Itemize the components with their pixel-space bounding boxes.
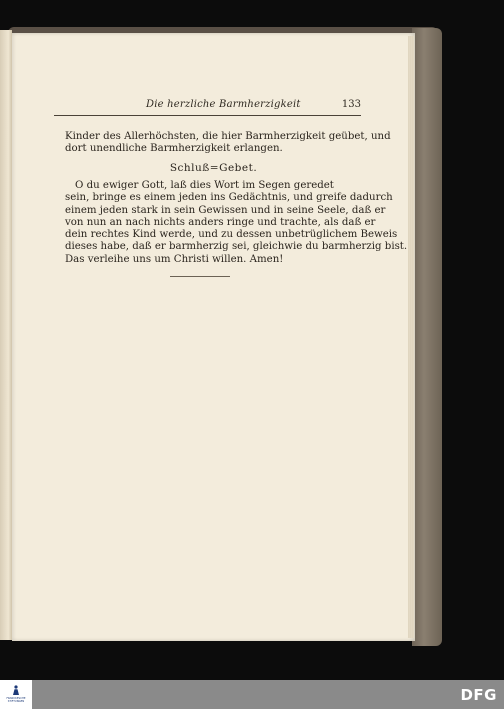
page-number: 133 <box>341 99 361 110</box>
text-line: dort unendliche Barmherzigkeit erlangen. <box>65 143 283 155</box>
running-head <box>54 97 361 116</box>
text-line: einem jeden stark in sein Gewissen und in seine Seele, daß er <box>65 204 386 216</box>
text-line: Kinder des Allerhöchsten, die hier Barmherzigkeit geübet, und <box>65 131 391 142</box>
book-page <box>12 33 415 641</box>
viewer-footer-bar <box>0 680 504 709</box>
previous-page-edge <box>0 30 12 640</box>
dfg-logo[interactable]: DFG <box>460 686 497 704</box>
text-line: sein, bringe es einem jeden ins Gedächtnis, und greife dadurch <box>65 192 393 204</box>
book-cover-spine <box>412 28 442 646</box>
text-line: O du ewiger Gott, laß dies Wort im Segen geredet <box>75 180 334 191</box>
text-line: dieses habe, daß er barmherzig sei, gleichwie du barmherzig bist. <box>65 241 408 253</box>
logo-figure-icon <box>11 685 21 695</box>
prayer-heading: Schluß=Gebet. <box>169 162 258 174</box>
text-line: dein rechtes Kind werde, und zu dessen unbetrüglichem Beweis <box>65 229 398 241</box>
page-block-edge <box>408 36 414 638</box>
text-line: von nun an nach nichts anders ringe und trachte, als daß er <box>65 216 376 228</box>
logo-caption: FRANCKESCHE STIFTUNGEN <box>6 697 26 703</box>
paragraph-continuation <box>65 131 391 156</box>
prayer-paragraph <box>65 180 408 266</box>
running-title: Die herzliche Barmherzigkeit <box>146 99 301 110</box>
end-rule <box>170 276 230 277</box>
text-line: Das verleihe uns um Christi willen. Amen! <box>65 253 284 265</box>
